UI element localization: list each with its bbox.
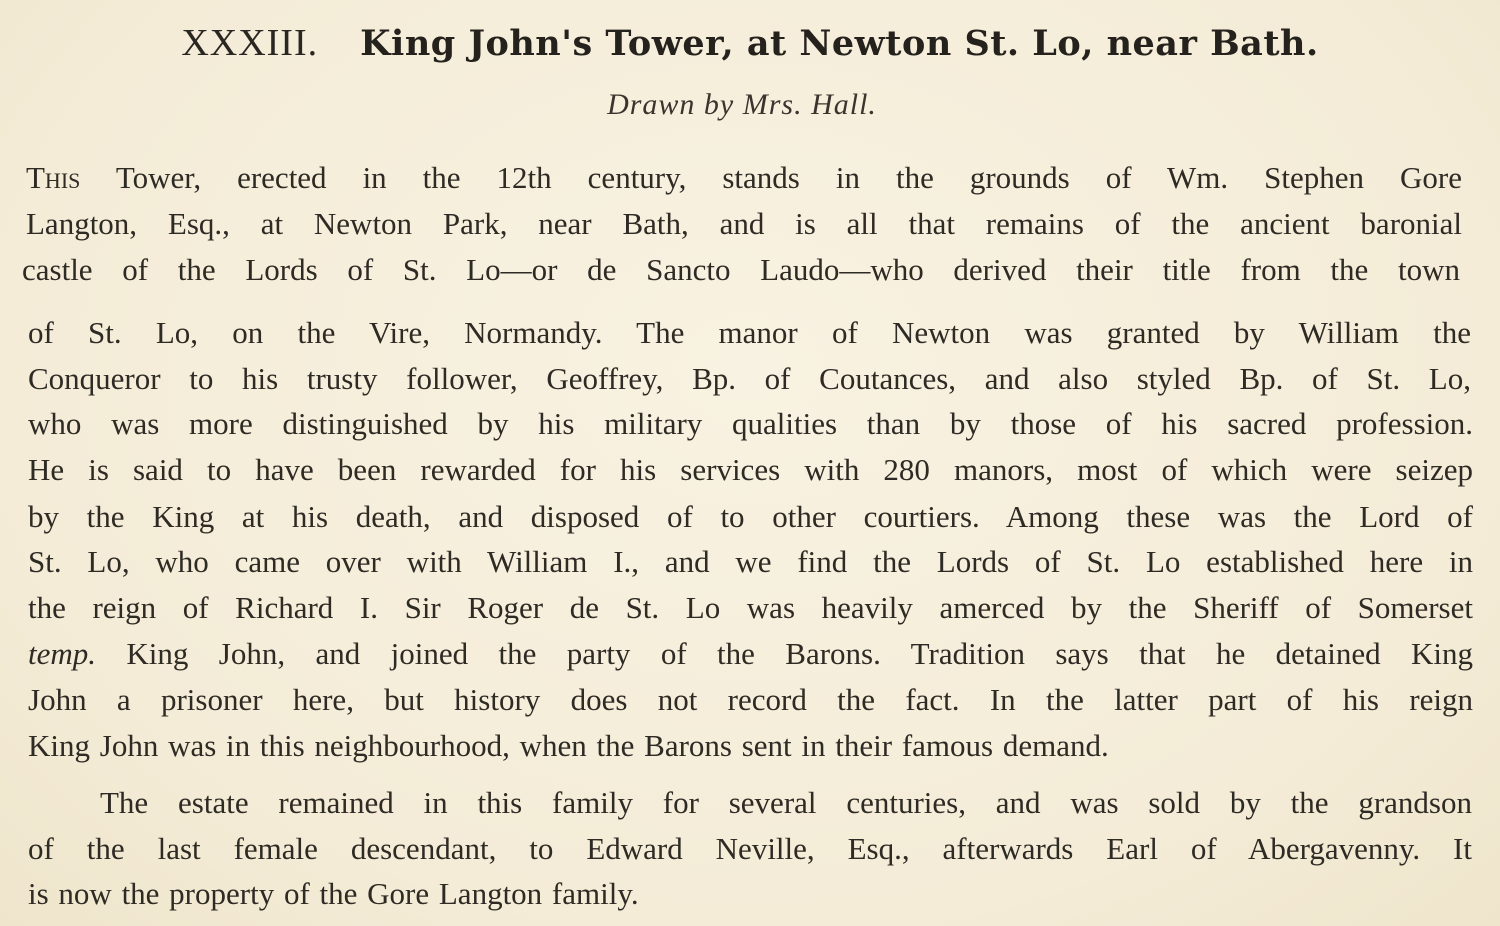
paragraph-1-line-11: temp. King John, and joined the party of the Barons. Tradition says that he detained King xyxy=(28,636,1473,671)
paragraph-2-line-3: is now the property of the Gore Langton family. xyxy=(28,876,639,911)
paragraph-1-line-5: Conqueror to his trusty follower, Geoffrey, Bp. of Coutances, and also styled Bp. of St. Lo, xyxy=(28,361,1471,396)
paragraph-1-line-10: the reign of Richard I. Sir Roger de St. Lo was heavily amerced by the Sheriff of Somerset xyxy=(28,590,1473,625)
paragraph-1-line-1: This Tower, erected in the 12th century, stands in the grounds of Wm. Stephen Gore xyxy=(26,160,1462,195)
italic-temp: temp. xyxy=(28,636,97,671)
paragraph-2-line-1: The estate remained in this family for several centuries, and was sold by the grandson xyxy=(100,785,1472,820)
paragraph-1-line-13: King John was in this neighbourhood, when the Barons sent in their famous demand. xyxy=(28,728,1109,763)
plate-title: King John's Tower, at Newton St. Lo, near Bath. xyxy=(360,23,1319,64)
paragraph-1-line-8: by the King at his death, and disposed of to other courtiers. Among these was the Lord of xyxy=(28,499,1473,534)
paragraph-1-line-12: John a prisoner here, but history does not record the fact. In the latter part of his reign xyxy=(28,682,1473,717)
paragraph-1-line-4: of St. Lo, on the Vire, Normandy. The manor of Newton was granted by William the xyxy=(28,315,1471,350)
paragraph-1-line-3: castle of the Lords of St. Lo—or de Sancto Laudo—who derived their title from the town xyxy=(22,252,1460,287)
paragraph-1-line-6: who was more distinguished by his military qualities than by those of his sacred profession. xyxy=(28,406,1473,441)
plate-heading xyxy=(0,18,1500,76)
paragraph-2-line-2: of the last female descendant, to Edward Neville, Esq., afterwards Earl of Abergavenny. It xyxy=(28,831,1472,866)
plate-number: XXXIII. xyxy=(181,22,319,64)
drop-word: This xyxy=(26,160,81,195)
paragraph-1-line-9: St. Lo, who came over with William I., and we find the Lords of St. Lo established here in xyxy=(28,544,1473,579)
byline: Drawn by Mrs. Hall. xyxy=(607,88,877,121)
paragraph-1-line-7: He is said to have been rewarded for his services with 280 manors, most of which were seizep xyxy=(28,452,1473,487)
paragraph-1-line-2: Langton, Esq., at Newton Park, near Bath, and is all that remains of the ancient baronial xyxy=(26,206,1462,241)
